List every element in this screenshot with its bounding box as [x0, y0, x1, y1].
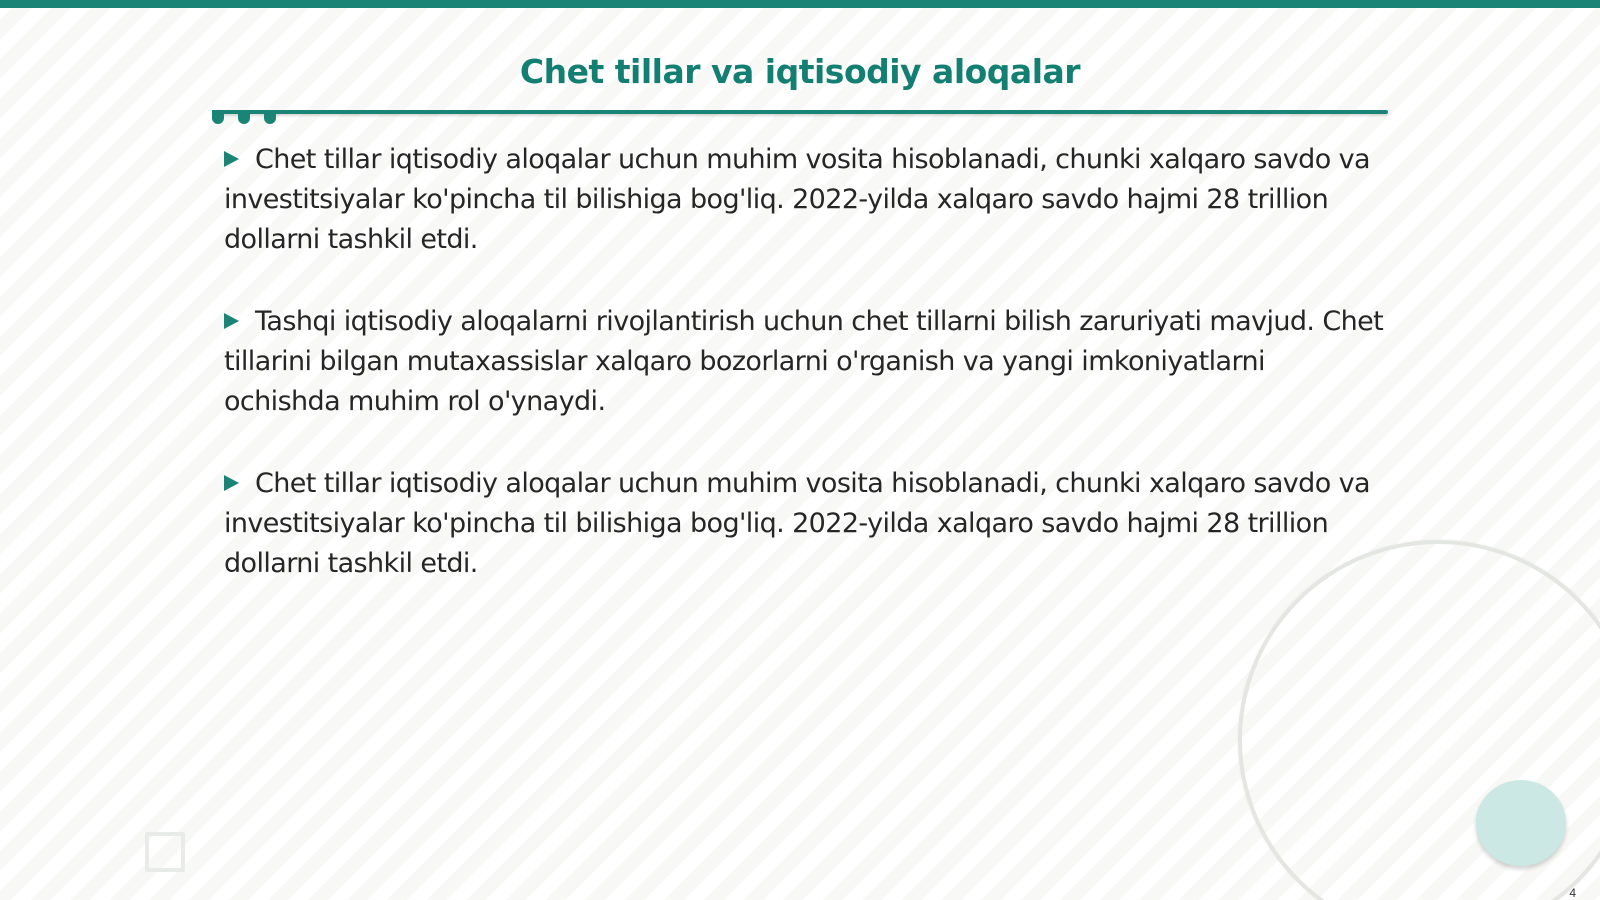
bullet-list [224, 140, 1384, 626]
bullet-item [224, 140, 1384, 260]
triangle-arrow-right-icon [224, 313, 239, 329]
decorative-square [145, 832, 185, 872]
decorative-dot [1476, 780, 1566, 866]
page-number: 4 [1569, 886, 1576, 900]
triangle-arrow-right-icon [224, 151, 239, 167]
bullet-text: Chet tillar iqtisodiy aloqalar uchun muhim vosita hisoblanadi, chunki xalqaro savdo va investitsiyalar ko'pincha til bilishiga bog'liq. 2022-yilda xalqaro savdo hajmi 28 trillion dollarni tashkil etdi. [224, 144, 1370, 255]
bullet-item [224, 464, 1384, 584]
bullet-text: Chet tillar iqtisodiy aloqalar uchun muhim vosita hisoblanadi, chunki xalqaro savdo va investitsiyalar ko'pincha til bilishiga bog'liq. 2022-yilda xalqaro savdo hajmi 28 trillion dollarni tashkil etdi. [224, 468, 1370, 579]
underline-dot [238, 110, 250, 124]
underline-dot [212, 110, 224, 124]
top-accent-bar [0, 0, 1600, 8]
underline-dot [264, 110, 276, 124]
triangle-arrow-right-icon [224, 475, 239, 491]
slide-title: Chet tillar va iqtisodiy aloqalar [519, 52, 1081, 91]
bullet-item [224, 302, 1384, 422]
title-underline [212, 110, 1388, 114]
bullet-text: Tashqi iqtisodiy aloqalarni rivojlantirish uchun chet tillarni bilish zaruriyati mavjud. Chet tillarini bilgan mutaxassislar xalqaro bozorlarni o'rganish va yangi imkoniyatlarni ochishda muhim rol o'ynaydi. [224, 306, 1384, 417]
